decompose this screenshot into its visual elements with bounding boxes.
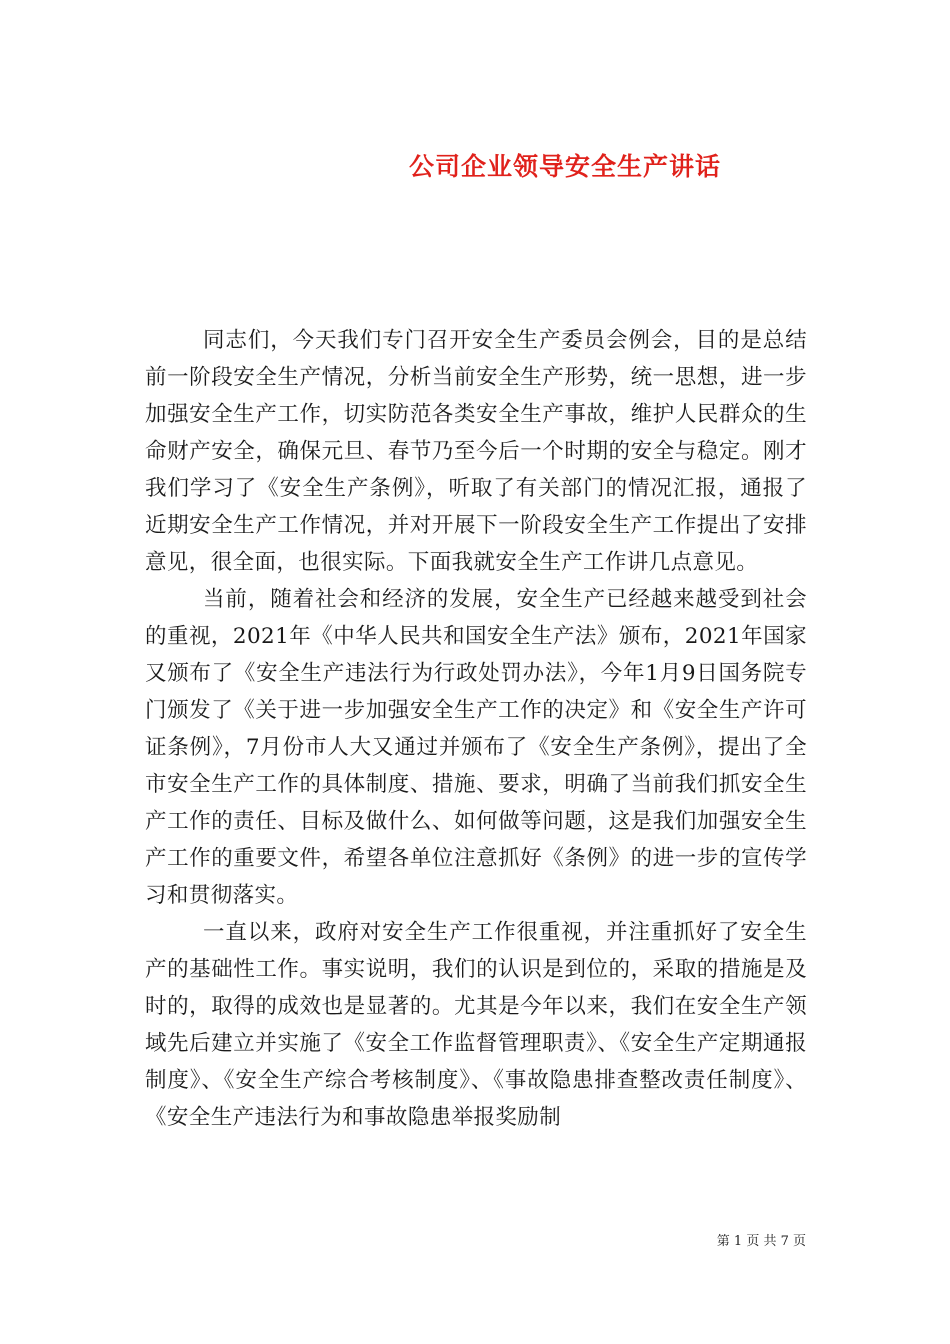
page-number: 第 1 页 共 7 页 [716,1234,806,1249]
paragraph-2: 当前，随着社会和经济的发展，安全生产已经越来越受到社会的重视，2021年《中华人民共和国安全生产法》颁布，2021年国家又颁布了《安全生产违法行为行政处罚办法》，今年1月9日国务院专门颁发了《关于进一步加强安全生产工作的决定》和《安全生产许可证条例》，7月份市人大又通过并颁布了《安全生产条例》，提出了全市安全生产工作的具体制度、措施、要求，明确了当前我们抓安全生产工作的责任、目标及做什么、如何做等问题，这是我们加强安全生产工作的重要文件，希望各单位注意抓好《条例》的进一步的宣传学习和贯彻落实。 [145,587,807,908]
document-title: 公司企业领导安全生产讲话 [408,151,721,181]
paragraph-3: 一直以来，政府对安全生产工作很重视，并注重抓好了安全生产的基础性工作。事实说明，我们的认识是到位的，采取的措施是及时的，取得的成效也是显著的。尤其是今年以来，我们在安全生产领域先后建立并实施了《安全工作监督管理职责》、《安全生产定期通报制度》、《安全生产综合考核制度》、《事故隐患排查整改责任制度》、《安全生产违法行为和事故隐患举报奖励制 [145,920,807,1130]
paragraph-1: 同志们，今天我们专门召开安全生产委员会例会，目的是总结前一阶段安全生产情况，分析当前安全生产形势，统一思想，进一步加强安全生产工作，切实防范各类安全生产事故，维护人民群众的生命财产安全，确保元旦、春节乃至今后一个时期的安全与稳定。刚才我们学习了《安全生产条例》，听取了有关部门的情况汇报，通报了近期安全生产工作情况，并对开展下一阶段安全生产工作提出了安排意见，很全面，也很实际。下面我就安全生产工作讲几点意见。 [145,328,807,575]
document-body [145,322,807,1136]
